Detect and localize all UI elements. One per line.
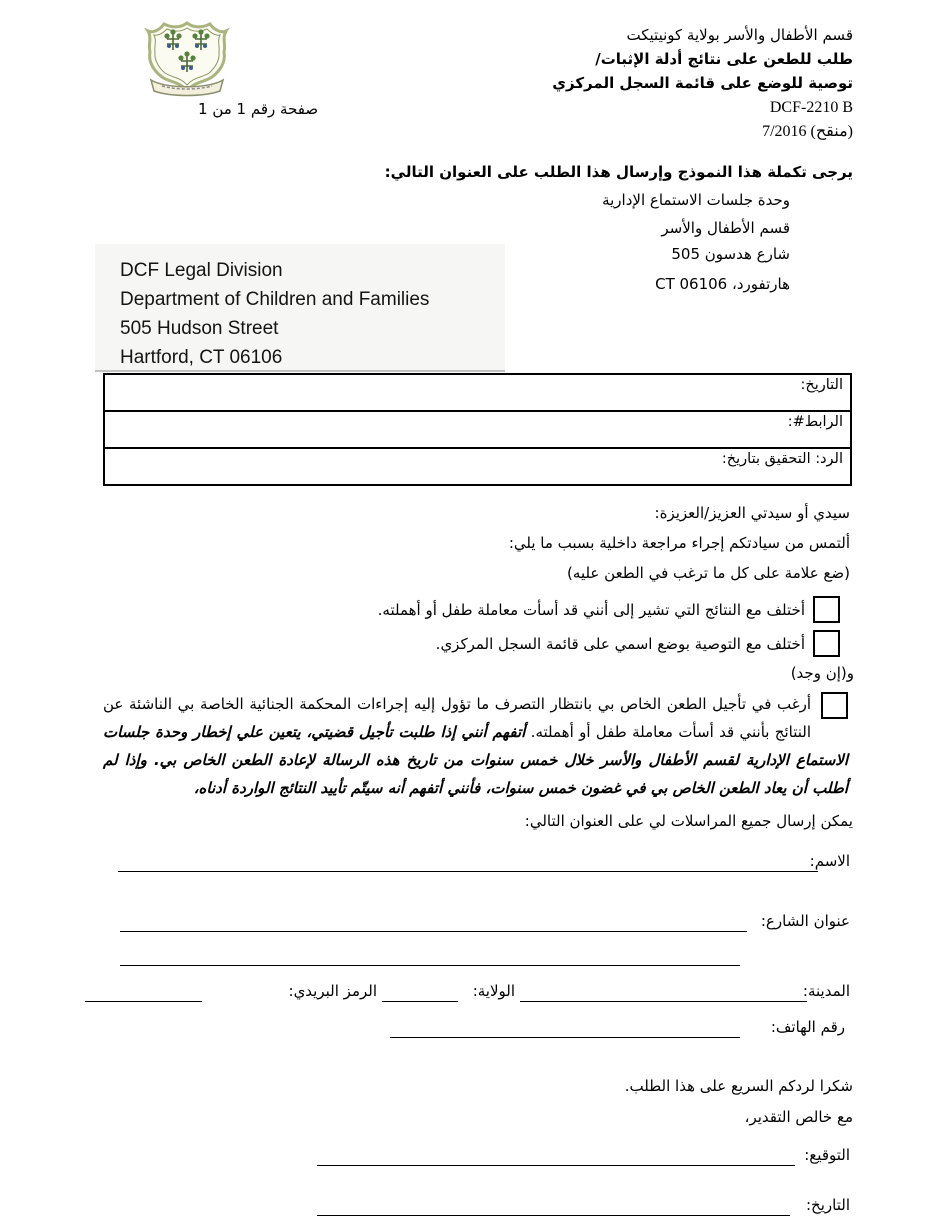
city-input-line[interactable]	[520, 981, 807, 1002]
mailing-address-line: وحدة جلسات الاستماع الإدارية	[602, 191, 790, 209]
english-address-line: DCF Legal Division	[120, 260, 283, 281]
table-row	[105, 449, 850, 484]
form-revision: 7/2016 (منقح)	[762, 123, 853, 140]
english-address-line: Hartford, CT 06106	[120, 347, 283, 368]
city-label: المدينة:	[802, 982, 850, 1000]
and-if-any-label: و(إن وجد)	[790, 664, 854, 682]
mailing-instruction: يرجى تكملة هذا النموذج وإرسال هذا الطلب على العنوان التالي:	[384, 163, 853, 181]
sincerely-line: مع خالص التقدير،	[744, 1108, 853, 1126]
option1-label: أختلف مع النتائج التي تشير إلى أنني قد أسأت معاملة طفل أو أهملته.	[377, 601, 805, 619]
page-number: صفحة رقم 1 من 1	[198, 100, 319, 118]
phone-label: رقم الهاتف:	[770, 1018, 845, 1036]
option3-text-emphasized: أتفهم أنني إذا طلبت تأجيل قضيتي، يتعين علي إخطار وحدة جلسات الاستماع الإدارية لقسم الأطفال والأسر خلال خمس سنوات من تاريخ هذه الرسالة لإعادة الطعن الخاص بي. وإذا لم أطلب أن يعاد الطعن الخاص بي في غضون خمس سنوات، فأنني أتفهم أنه سيتّم تأييد النتائج الواردة أدناه،	[103, 723, 848, 797]
signature-input-line[interactable]	[317, 1145, 795, 1166]
case-info-table	[103, 373, 852, 486]
english-address-box	[95, 244, 505, 372]
form-number: DCF-2210 B	[769, 99, 853, 116]
street-address-continuation-line[interactable]	[120, 945, 740, 966]
option2-label: أختلف مع التوصية بوضع اسمي على قائمة السجل المركزي.	[435, 635, 805, 653]
mark-instruction: (ضع علامة على كل ما ترغب في الطعن عليه)	[567, 564, 850, 582]
option3-paragraph	[103, 690, 848, 802]
zip-input-line[interactable]	[85, 981, 202, 1002]
department-name: قسم الأطفال والأسر بولاية كونيتيكت	[626, 26, 853, 44]
correspondence-line: يمكن إرسال جميع المراسلات لي على العنوان التالي:	[524, 812, 853, 830]
option1-checkbox[interactable]	[813, 596, 840, 623]
date-field-label[interactable]: التاريخ:	[800, 377, 843, 393]
street-address-input-line[interactable]	[120, 911, 747, 932]
mailing-address-line: قسم الأطفال والأسر	[661, 219, 790, 237]
phone-input-line[interactable]	[390, 1017, 740, 1038]
zip-label: الرمز البريدي:	[288, 982, 377, 1000]
form-header	[552, 24, 853, 144]
salutation: سيدي أو سيدتي العزيز/العزيزة:	[654, 504, 850, 522]
thanks-line: شكرا لردكم السريع على هذا الطلب.	[624, 1077, 853, 1095]
re-investigation-field-label[interactable]: الرد: التحقيق بتاريخ:	[721, 451, 843, 467]
name-input-line[interactable]	[118, 851, 818, 872]
table-row	[105, 412, 850, 449]
english-address-line: Department of Children and Families	[120, 289, 430, 310]
street-address-label: عنوان الشارع:	[760, 912, 850, 930]
form-title-line2: توصية للوضع على قائمة السجل المركزي	[552, 74, 853, 92]
option2-checkbox[interactable]	[813, 630, 840, 657]
mailing-address-line: هارتفورد، CT 06106	[655, 275, 790, 293]
english-address-line: 505 Hudson Street	[120, 318, 279, 339]
option3-checkbox[interactable]	[821, 692, 848, 719]
mailing-address-line: 505 شارع هدسون	[671, 245, 790, 263]
signature-date-input-line[interactable]	[317, 1195, 790, 1216]
request-line: ألتمس من سيادتكم إجراء مراجعة داخلية بسبب ما يلي:	[508, 534, 850, 552]
option3-text-regular: أرغب في تأجيل الطعن الخاص بي بانتظار التصرف ما تؤول إليه إجراءات المحكمة الجنائية الخاصة بي الناشئة عن النتائج بأنني قد أسأت معاملة طفل أو أهملته.	[103, 695, 812, 741]
link-number-field-label[interactable]: الرابط#:	[787, 414, 843, 430]
signature-label: التوقيع:	[804, 1146, 850, 1164]
table-row	[105, 375, 850, 412]
signature-date-label: التاريخ:	[806, 1196, 850, 1214]
name-label: الاسم:	[809, 852, 850, 870]
connecticut-seal-logo	[143, 20, 231, 104]
state-label: الولاية:	[472, 982, 515, 1000]
form-title-line1: طلب للطعن على نتائج أدلة الإثبات/	[595, 50, 853, 68]
state-input-line[interactable]	[382, 981, 458, 1002]
